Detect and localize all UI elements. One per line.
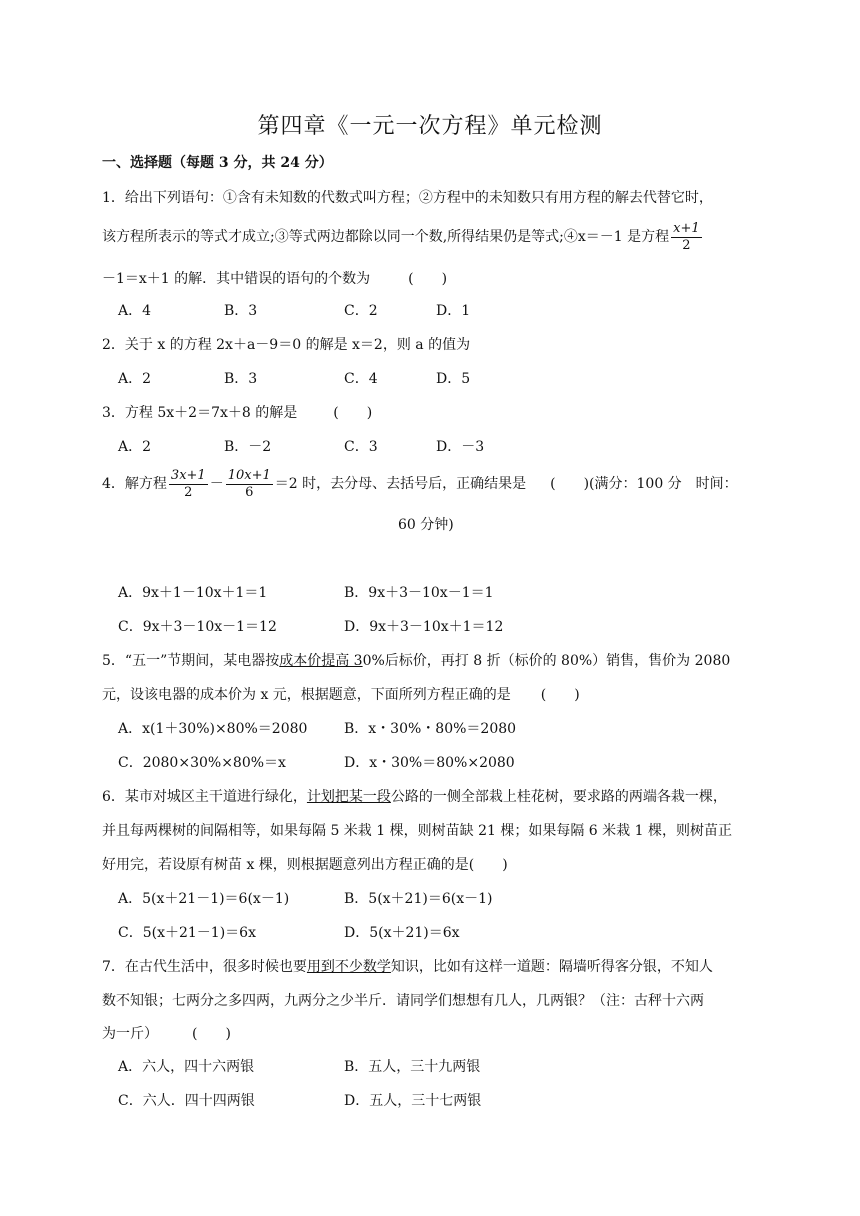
q7-line3 bbox=[102, 1023, 231, 1045]
q5-option-c: C．2080×30%×80%＝x bbox=[118, 755, 286, 771]
q1-line2 bbox=[102, 220, 704, 254]
q1-line1: 1．给出下列语句：①含有未知数的代数式叫方程；②方程中的未知数只有用方程的解去代替它时， bbox=[102, 190, 713, 206]
q3-answer-parens: ( ) bbox=[333, 405, 373, 421]
q3-option-d: D．－3 bbox=[436, 439, 485, 455]
q7-underlined-text: 用到不少数学 bbox=[306, 959, 391, 975]
q6-line1-end: 公路的一侧全部栽上桂花树，要求路的两端各栽一棵， bbox=[390, 789, 727, 805]
q4-fraction-2-denominator: 6 bbox=[245, 484, 254, 500]
q5-answer-parens: ( ) bbox=[540, 687, 580, 703]
q1-line3 bbox=[102, 268, 447, 290]
q7-answer-parens: ( ) bbox=[192, 1026, 231, 1042]
q4-option-b: B．9x＋3－10x－1＝1 bbox=[344, 585, 494, 601]
q4-stem bbox=[102, 467, 738, 501]
q7-line2: 数不知银；七两分之多四两，九两分之少半斤．请同学们想想有几人，几两银？（注：古秤十六两 bbox=[102, 993, 704, 1009]
q4-fraction-1-denominator: 2 bbox=[184, 484, 193, 500]
q6-underlined-text: 计划把某一段 bbox=[306, 789, 391, 805]
q4-fraction-1-numerator: 3x+1 bbox=[170, 467, 206, 483]
q4-suffix: ＝2 时，去分母、去括号后，正确结果是 bbox=[274, 476, 527, 492]
q5-line1 bbox=[102, 650, 730, 672]
q1-option-b: B．3 bbox=[224, 303, 258, 319]
q6-line1 bbox=[102, 786, 727, 808]
q4-note-time: 60 分钟) bbox=[398, 517, 454, 533]
q2-option-a: A．2 bbox=[118, 371, 152, 387]
q3-option-b: B．－2 bbox=[224, 439, 272, 455]
q6-option-b: B．5(x＋21)＝6(x－1) bbox=[344, 891, 493, 907]
q5-line2 bbox=[102, 684, 580, 706]
q1-option-c: C．2 bbox=[344, 303, 378, 319]
q6-option-d: D．5(x＋21)＝6x bbox=[344, 925, 460, 941]
q1-option-a: A．4 bbox=[118, 303, 152, 319]
q7-option-a: A．六人，四十六两银 bbox=[118, 1059, 255, 1075]
q4-minus: － bbox=[209, 476, 224, 492]
q4-option-c: C．9x＋3－10x－1＝12 bbox=[118, 619, 277, 635]
q5-underlined-text: 成本价提高 3 bbox=[279, 653, 363, 669]
q4-fraction-2 bbox=[226, 468, 273, 501]
page-title: 第四章《一元一次方程》单元检测 bbox=[257, 114, 603, 139]
q2-stem: 2．关于 x 的方程 2x＋a－9＝0 的解是 x＝2，则 a 的值为 bbox=[102, 337, 471, 353]
q7-option-d: D．五人，三十七两银 bbox=[344, 1093, 482, 1109]
q4-prefix: 4．解方程 bbox=[102, 476, 167, 492]
q4-fraction-2-numerator: 10x+1 bbox=[227, 467, 271, 483]
q1-fraction-numerator: x+1 bbox=[673, 220, 700, 236]
q5-line2-text: 元，设该电器的成本价为 x 元，根据题意，下面所列方程正确的是 bbox=[102, 687, 511, 703]
q3-stem-text: 3．方程 5x＋2＝7x＋8 的解是 bbox=[102, 405, 298, 421]
q6-option-c: C．5(x＋21－1)＝6x bbox=[118, 925, 256, 941]
q6-line3: 好用完，若设原有树苗 x 棵，则根据题意列出方程正确的是( ) bbox=[102, 857, 508, 873]
q5-line1-start: 5．“五一”节期间，某电器按 bbox=[102, 653, 280, 669]
q5-option-d: D．x・30%＝80%×2080 bbox=[344, 755, 515, 771]
q7-line1-start: 7．在古代生活中，很多时候也要 bbox=[102, 959, 307, 975]
q6-line2: 并且每两棵树的间隔相等，如果每隔 5 米栽 1 棵，则树苗缺 21 棵；如果每隔 6 米栽 1 棵，则树苗正 bbox=[102, 823, 732, 839]
q7-option-c: C．六人．四十四两银 bbox=[118, 1093, 255, 1109]
q7-line1-end: 知识，比如有这样一道题：隔墙听得客分银，不知人 bbox=[390, 959, 713, 975]
q1-line3-text: －1＝x＋1 的解．其中错误的语句的个数为 bbox=[102, 271, 371, 287]
q1-line2-text: 该方程所表示的等式才成立;③等式两边都除以同一个数,所得结果仍是等式;④x＝－1 是方程 bbox=[102, 229, 670, 245]
q7-line3-text: 为一斤） bbox=[102, 1026, 158, 1042]
q6-option-a: A．5(x＋21－1)＝6(x－1) bbox=[118, 891, 290, 907]
q1-option-d: D．1 bbox=[436, 303, 471, 319]
q2-option-c: C．4 bbox=[344, 371, 378, 387]
q5-line1-end: 0%后标价，再打 8 折（标价的 80%）销售，售价为 2080 bbox=[362, 653, 731, 669]
q7-option-b: B．五人，三十九两银 bbox=[344, 1059, 481, 1075]
q4-option-d: D．9x＋3－10x＋1＝12 bbox=[344, 619, 504, 635]
q1-fraction-denominator: 2 bbox=[682, 237, 691, 253]
q4-option-a: A．9x＋1－10x＋1＝1 bbox=[118, 585, 268, 601]
q7-line1 bbox=[102, 956, 713, 978]
q3-stem bbox=[102, 402, 372, 424]
q5-option-a: A．x(1＋30%)×80%＝2080 bbox=[118, 721, 308, 737]
q1-answer-parens: ( ) bbox=[408, 271, 448, 287]
q4-answer-parens: ( ) bbox=[550, 476, 590, 492]
q1-fraction bbox=[671, 221, 702, 254]
q3-option-a: A．2 bbox=[118, 439, 152, 455]
q4-fraction-1 bbox=[169, 468, 208, 501]
q5-option-b: B．x・30%・80%＝2080 bbox=[344, 721, 517, 737]
q3-option-c: C．3 bbox=[344, 439, 378, 455]
section-heading: 一、选择题（每题 3 分，共 24 分） bbox=[102, 155, 333, 171]
q2-option-d: D．5 bbox=[436, 371, 471, 387]
q2-option-b: B．3 bbox=[224, 371, 258, 387]
q6-line1-start: 6．某市对城区主干道进行绿化， bbox=[102, 789, 307, 805]
q4-note: (满分：100 分 时间： bbox=[589, 476, 738, 492]
